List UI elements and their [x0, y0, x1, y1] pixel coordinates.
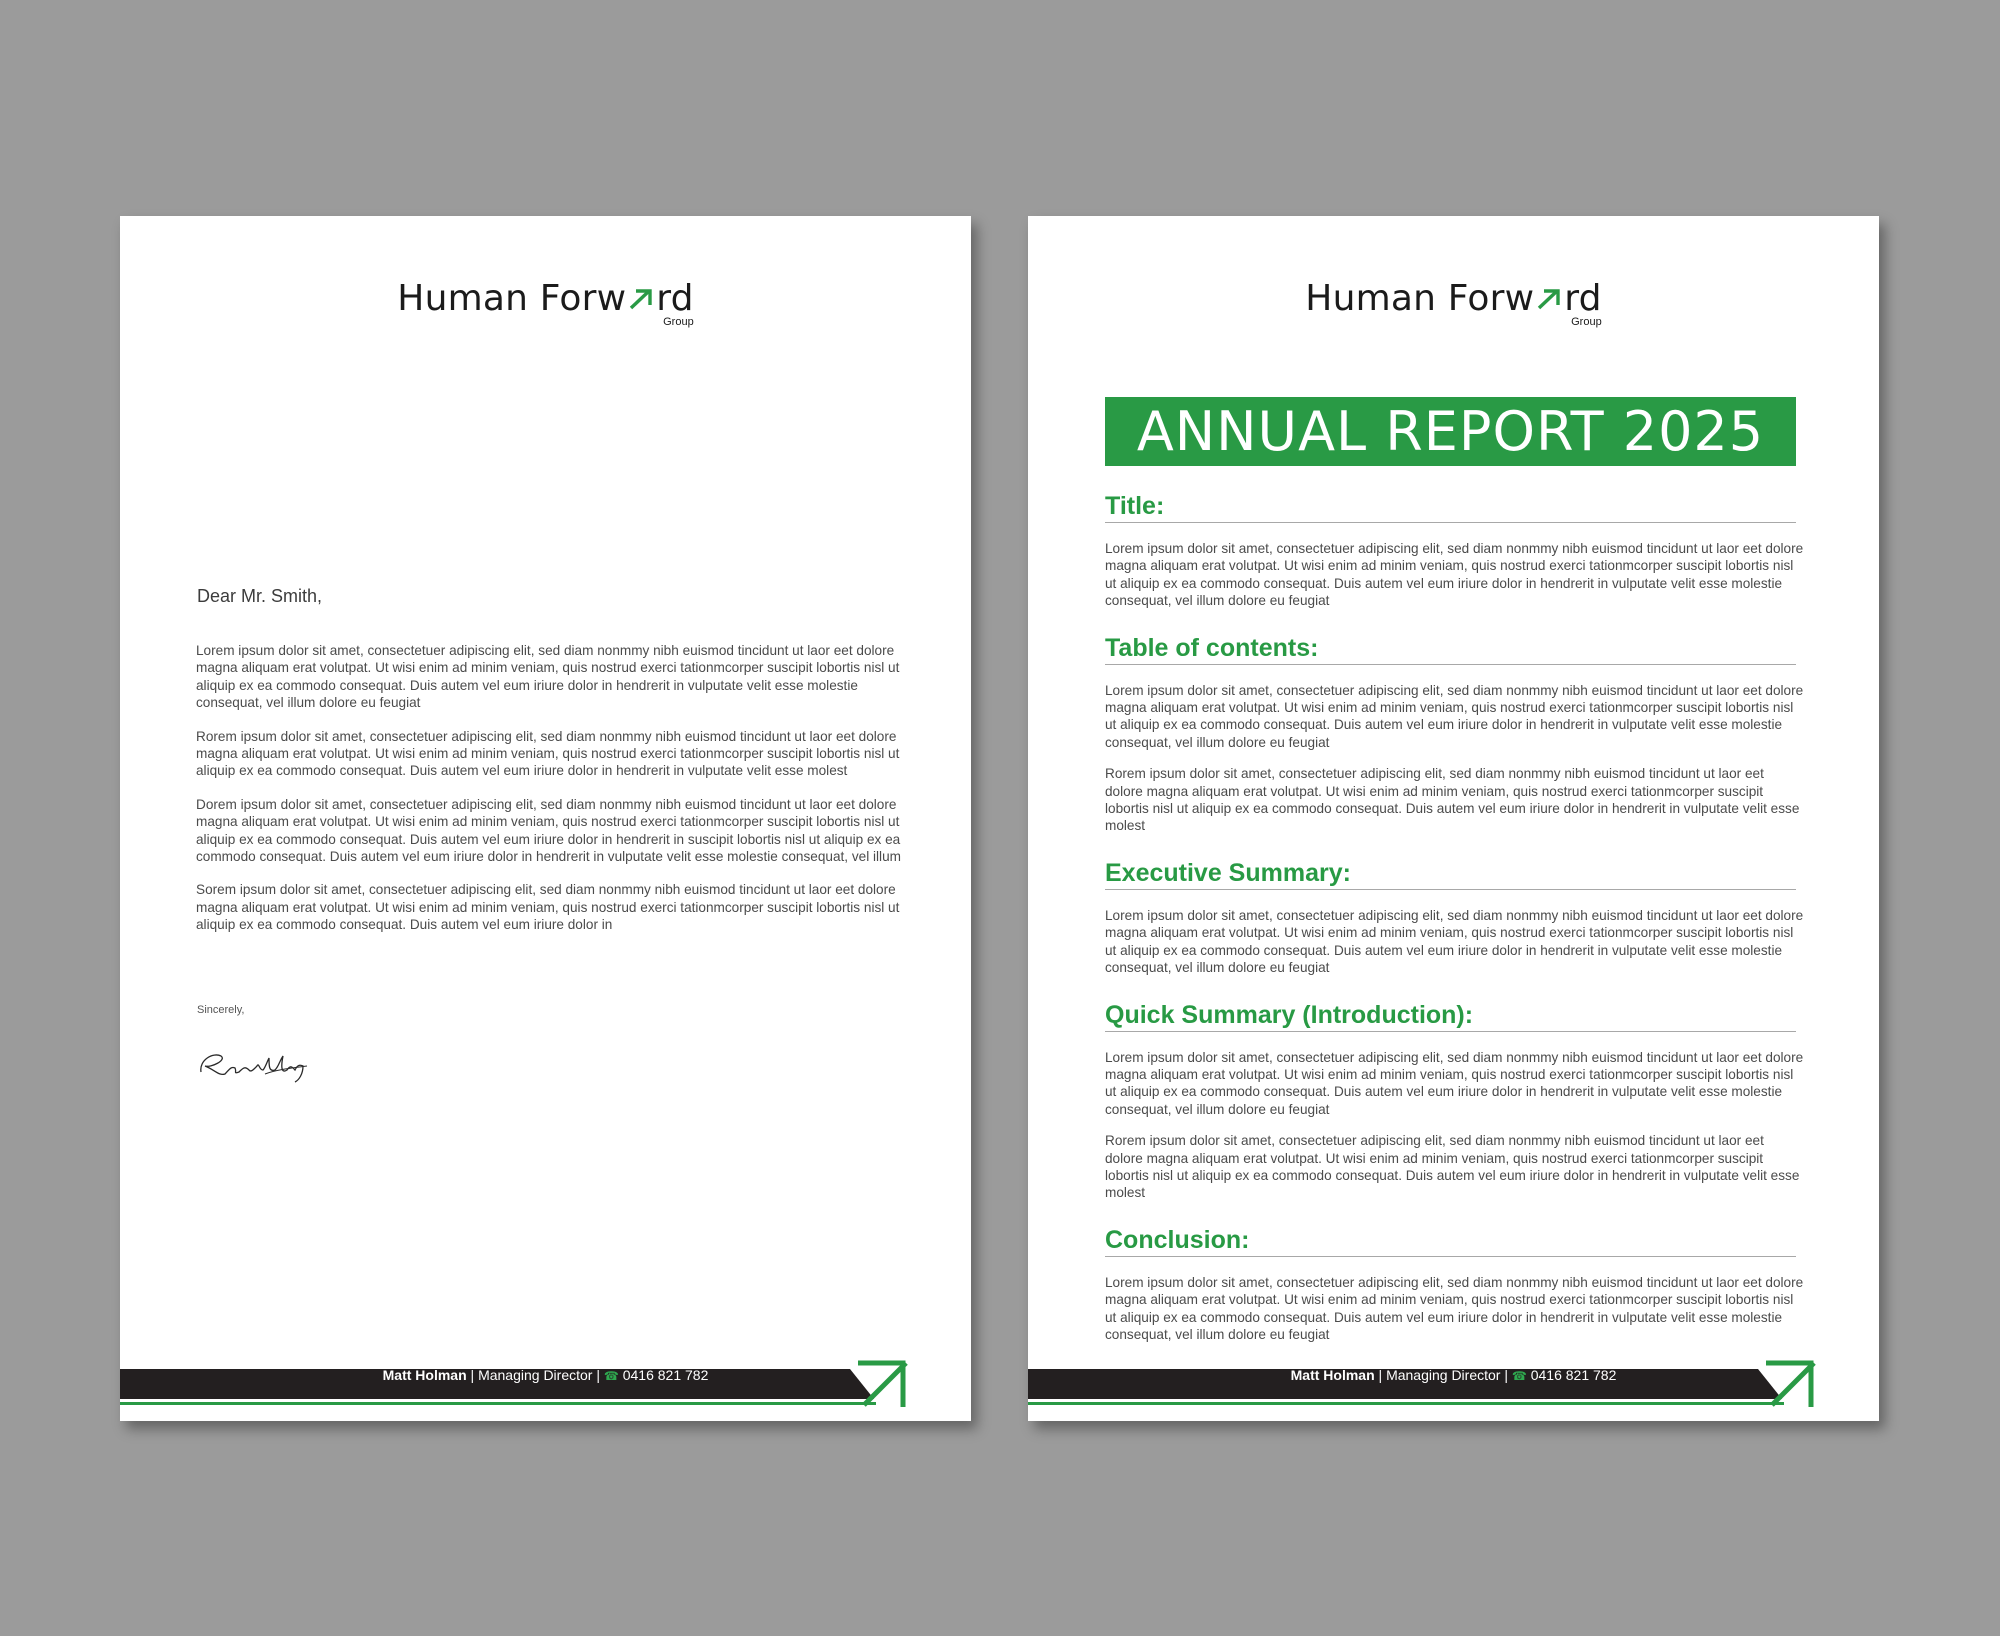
letter-paragraph: Rorem ipsum dolor sit amet, consectetuer adipiscing elit, sed diam nonmmy nibh euismod tincidunt ut laor eet dolore magna aliquam erat volutpat. Ut wisi enim ad minim veniam, quis nostrud exerci tationmcorper suscipit lobortis nisl ut aliquip ex ea commodo consequat. Duis autem vel eum iriure dolor in hendrerit in vulputate velit esse molest [196, 728, 900, 779]
footer-separator: | [1374, 1367, 1387, 1383]
report-section-quick-summary [1105, 1001, 1805, 1202]
footer-contact [1028, 1366, 1879, 1385]
report-section-conclusion [1105, 1226, 1805, 1344]
report-page [1028, 216, 1879, 1421]
footer-separator: | [1500, 1367, 1512, 1383]
brand-name-part2: rd [656, 278, 694, 319]
report-section-executive-summary [1105, 859, 1805, 977]
brand-logo [120, 278, 971, 338]
section-heading: Quick Summary (Introduction): [1105, 1001, 1796, 1032]
section-paragraph: Lorem ipsum dolor sit amet, consectetuer adipiscing elit, sed diam nonmmy nibh euismod tincidunt ut laor eet dolore magna aliquam erat volutpat. Ut wisi enim ad minim veniam, quis nostrud exerci tationmcorper suscipit lobortis nisl ut aliquip ex ea commodo consequat. Duis autem vel eum iriure dolor in hendrerit in vulputate velit esse molestie consequat, vel illum dolore eu feugiat [1105, 541, 1804, 609]
handwritten-signature [195, 1044, 315, 1084]
section-heading: Title: [1105, 492, 1796, 523]
section-paragraph: Rorem ipsum dolor sit amet, consectetuer adipiscing elit, sed diam nonmmy nibh euismod tincidunt ut laor eet dolore magna aliquam erat volutpat. Ut wisi enim ad minim veniam, quis nostrud exerci tationmcorper suscipit lobortis nisl ut aliquip ex ea commodo consequat. Duis autem vel eum iriure dolor in hendrerit in vulputate velit esse molest [1105, 766, 1800, 834]
brand-name-part2: rd [1564, 278, 1602, 319]
letter-greeting: Dear Mr. Smith, [197, 586, 323, 606]
footer-name: Matt Holman [1290, 1367, 1375, 1383]
footer-name: Matt Holman [382, 1367, 467, 1383]
brand-name-part1: Human Forw [1305, 278, 1535, 319]
footer-phone: 0416 821 782 [622, 1367, 709, 1383]
footer-separator: | [466, 1367, 479, 1383]
footer-separator: | [592, 1367, 604, 1383]
section-paragraph: Lorem ipsum dolor sit amet, consectetuer adipiscing elit, sed diam nonmmy nibh euismod tincidunt ut laor eet dolore magna aliquam erat volutpat. Ut wisi enim ad minim veniam, quis nostrud exerci tationmcorper suscipit lobortis nisl ut aliquip ex ea commodo consequat. Duis autem vel eum iriure dolor in hendrerit in vulputate velit esse molestie consequat, vel illum dolore eu feugiat [1105, 1274, 1804, 1342]
footer-role: Managing Director [478, 1367, 593, 1383]
report-banner: ANNUAL REPORT 2025 [1105, 397, 1796, 466]
section-paragraph: Lorem ipsum dolor sit amet, consectetuer adipiscing elit, sed diam nonmmy nibh euismod tincidunt ut laor eet dolore magna aliquam erat volutpat. Ut wisi enim ad minim veniam, quis nostrud exerci tationmcorper suscipit lobortis nisl ut aliquip ex ea commodo consequat. Duis autem vel eum iriure dolor in hendrerit in vulputate velit esse molestie consequat, vel illum dolore eu feugiat [1105, 907, 1804, 976]
report-content [1105, 492, 1805, 1367]
letter-closing: Sincerely, [197, 1004, 245, 1016]
report-section-table-of-contents [1105, 634, 1805, 835]
footer-bar [1028, 1349, 1879, 1409]
letter-paragraph: Lorem ipsum dolor sit amet, consectetuer adipiscing elit, sed diam nonmmy nibh euismod tincidunt ut laor eet dolore magna aliquam erat volutpat. Ut wisi enim ad minim veniam, quis nostrud exerci tationmcorper suscipit lobortis nisl ut aliquip ex ea commodo consequat. Duis autem vel eum iriure dolor in hendrerit in vulputate velit esse molestie consequat, vel illum dolore eu feugiat [196, 643, 900, 711]
section-paragraph: Lorem ipsum dolor sit amet, consectetuer adipiscing elit, sed diam nonmmy nibh euismod tincidunt ut laor eet dolore magna aliquam erat volutpat. Ut wisi enim ad minim veniam, quis nostrud exerci tationmcorper suscipit lobortis nisl ut aliquip ex ea commodo consequat. Duis autem vel eum iriure dolor in hendrerit in vulputate velit esse molestie consequat, vel illum dolore eu feugiat [1105, 682, 1804, 750]
brand-logo [1028, 278, 1879, 338]
section-heading: Conclusion: [1105, 1226, 1796, 1257]
footer-contact [120, 1366, 971, 1385]
arrow-a-icon [628, 287, 655, 311]
section-paragraph: Lorem ipsum dolor sit amet, consectetuer adipiscing elit, sed diam nonmmy nibh euismod tincidunt ut laor eet dolore magna aliquam erat volutpat. Ut wisi enim ad minim veniam, quis nostrud exerci tationmcorper suscipit lobortis nisl ut aliquip ex ea commodo consequat. Duis autem vel eum iriure dolor in hendrerit in vulputate velit esse molestie consequat, vel illum dolore eu feugiat [1105, 1049, 1804, 1117]
phone-icon: ☎ [603, 1369, 619, 1383]
section-paragraph: Rorem ipsum dolor sit amet, consectetuer adipiscing elit, sed diam nonmmy nibh euismod tincidunt ut laor eet dolore magna aliquam erat volutpat. Ut wisi enim ad minim veniam, quis nostrud exerci tationmcorper suscipit lobortis nisl ut aliquip ex ea commodo consequat. Duis autem vel eum iriure dolor in hendrerit in vulputate velit esse molest [1105, 1133, 1800, 1201]
letter-paragraph: Sorem ipsum dolor sit amet, consectetuer adipiscing elit, sed diam nonmmy nibh euismod tincidunt ut laor eet dolore magna aliquam erat volutpat. Ut wisi enim ad minim veniam, quis nostrud exerci tationmcorper suscipit lobortis nisl ut aliquip ex ea commodo consequat. Duis autem vel eum iriure dolor in [196, 882, 900, 933]
arrow-a-icon [1536, 287, 1563, 311]
footer-phone: 0416 821 782 [1530, 1367, 1617, 1383]
brand-name-part1: Human Forw [397, 278, 627, 319]
footer-role: Managing Director [1386, 1367, 1501, 1383]
brand-sub: Group [1571, 316, 1602, 328]
letter-body [196, 642, 906, 950]
footer-bar [120, 1349, 971, 1409]
letter-paragraph: Dorem ipsum dolor sit amet, consectetuer adipiscing elit, sed diam nonmmy nibh euismod tincidunt ut laor eet dolore magna aliquam erat volutpat. Ut wisi enim ad minim veniam, quis nostrud exerci tationmcorper suscipit lobortis nisl ut aliquip ex ea commodo consequat. Duis autem vel eum iriure dolor in hendrerit in suscipit lobortis nisl ut aliquip ex ea commodo consequat. Duis autem vel eum iriure dolor in hendrerit in vulputate velit esse molestie consequat, vel illum [196, 796, 901, 865]
section-heading: Table of contents: [1105, 634, 1796, 665]
brand-sub: Group [663, 316, 694, 328]
phone-icon: ☎ [1511, 1369, 1527, 1383]
letterhead-page [120, 216, 971, 1421]
report-section-title [1105, 492, 1805, 610]
section-heading: Executive Summary: [1105, 859, 1796, 890]
